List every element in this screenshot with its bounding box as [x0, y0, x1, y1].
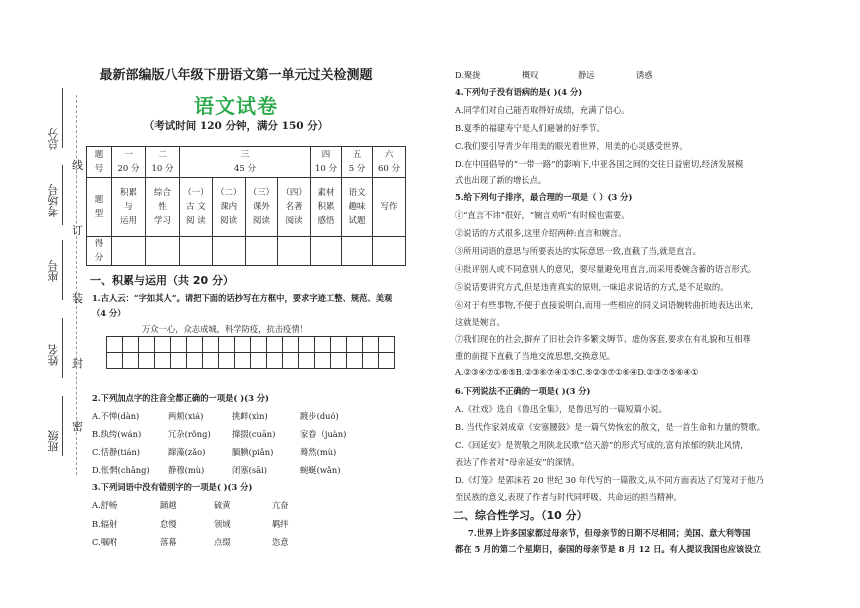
q4-option-d-cont: 式也出现了新的增长点。: [455, 175, 547, 185]
score-input-cell[interactable]: [278, 237, 311, 266]
q3-option-a2: 踊越: [160, 500, 177, 510]
type-cell-3b: （二） 课内 阅读: [212, 178, 245, 237]
q3-option-b2: 怠慢: [160, 519, 177, 529]
type-cell-3a: （一） 古 文 阅 读: [180, 178, 213, 237]
q6-option-c: C.《回延安》是贺敬之用陕北民歌“信天游”的形式写成的,富有浓郁的陕北风情,: [455, 440, 743, 450]
name-label: 姓名: [47, 344, 60, 366]
row-label-number: 题 号: [87, 147, 112, 178]
q2-option-c1: C.恬静(tián): [92, 447, 141, 457]
question-1-score: （4 分）: [92, 308, 126, 318]
section-3-cell: 三 45 分: [180, 147, 311, 178]
q5-line-4: ④批评别人或不同意别人的意见，要尽量避免用直言,而采用委婉含蓄的语言形式。: [455, 264, 757, 274]
q3-option-c4: 恣意: [272, 537, 289, 547]
score-input-cell[interactable]: [245, 237, 278, 266]
seat-number-line: [62, 240, 63, 300]
q2-option-d4: 蜿蜒(wǎn): [300, 465, 341, 475]
q3-option-a1: A.舒畅: [92, 500, 118, 510]
score-input-cell[interactable]: [146, 237, 180, 266]
score-table-row-number: [87, 147, 406, 178]
q5-line-1: ①“直言不讳”很好，“婉言劝听”有时候也需要。: [455, 210, 630, 220]
score-input-cell[interactable]: [180, 237, 213, 266]
q2-option-d3: 闭塞(sāi): [232, 465, 267, 475]
q6-option-c-cont: 表达了作者对“母亲延安”的深情。: [455, 457, 580, 467]
section-5-cell: 五 5 分: [342, 147, 373, 178]
class-line: [62, 396, 63, 456]
score-input-cell[interactable]: [212, 237, 245, 266]
q4-option-b: B.夏季的福建寿宁是人们避暑的好季节。: [455, 123, 605, 133]
cut-char-mi: 密: [72, 420, 83, 433]
q3-option-d4: 诱惑: [636, 70, 653, 80]
q2-option-a3: 挑衅(xìn): [232, 411, 268, 421]
q2-option-c3: 腼腆(piǎn): [232, 447, 274, 457]
exam-room-label: 考场号: [47, 184, 60, 217]
q3-option-d2: 概叹: [522, 70, 539, 80]
type-cell-1: 积累 与 运用: [112, 178, 146, 237]
exam-title: 最新部编版八年级下册语文第一单元过关检测题: [99, 68, 373, 83]
total-score-line: [62, 88, 63, 148]
q2-option-c2: 蹿藻(zǎo): [168, 447, 206, 457]
q5-line-3: ③所用词语的意思与所要表达的实际意思一致,直截了当,就是直言。: [455, 246, 701, 256]
q3-option-d1: D.聚拢: [455, 70, 481, 80]
q2-option-d2: 静穆(mù): [168, 465, 205, 475]
question-2-text: 2.下列加点字的注音全都正确的一项是( )(3 分): [92, 393, 269, 403]
q4-option-a: A.同学们对自己能否取得好成绩，充满了信心。: [455, 105, 630, 115]
q5-line-5: ⑤说话要讲究方式,但是违背真实的原则,一味追求说话的方式,是不足取的。: [455, 282, 729, 292]
type-cell-4: 素材 积累 感悟: [311, 178, 342, 237]
q2-option-a2: 两颊(xiá): [168, 411, 204, 421]
type-cell-3c: （三） 课外 阅读: [245, 178, 278, 237]
q3-option-c1: C.嘱咐: [92, 537, 118, 547]
question-6-text: 6.下列说法不正确的一项是( )(3 分): [455, 386, 591, 396]
q2-option-a1: A.不惮(dàn): [92, 411, 140, 421]
q5-line-7: ⑦我们现在的社会,摒弃了旧社会许多繁文缛节、虚伪客套,要求在有礼貌和互相尊: [455, 334, 751, 344]
q3-option-b4: 羁绊: [272, 519, 289, 529]
q3-option-b1: B.辐射: [92, 519, 118, 529]
section-2-heading: 二、综合性学习。（10 分）: [453, 509, 588, 522]
row-label-score: 得 分: [87, 237, 112, 266]
exam-room-line: [62, 165, 63, 225]
row-label-type: 题 型: [87, 178, 112, 237]
q3-option-c3: 点缀: [214, 537, 231, 547]
q6-option-b: B. 当代作家刘成章《安塞腰鼓》是一篇气势恢宏的散文，是一首生命和力量的赞歌。: [455, 422, 766, 432]
q2-option-b3: 撺掇(cuān): [232, 429, 276, 439]
q4-option-c: C.我们要引导青少年用美的眼光看世界，用美的心灵感受世界。: [455, 141, 688, 151]
score-input-cell[interactable]: [373, 237, 406, 266]
q3-option-c2: 落幕: [160, 537, 177, 547]
q2-option-b2: 冗杂(rǒng): [168, 429, 211, 439]
question-7-text-cont: 都在 5 月的第二个星期日，泰国的母亲节是 8 月 12 日。有人提议我国也应该设立: [455, 544, 761, 554]
q2-option-c4: 蓦然(mù): [300, 447, 337, 457]
question-5-text: 5.给下列句子排序，最合理的一项是（ ）(3 分): [455, 192, 633, 202]
question-7-text: 7.世界上许多国家都过母亲节，但母亲节的日期不尽相同；美国、意大利等国: [468, 528, 751, 538]
name-line: [62, 318, 63, 378]
q5-line-7-cont: 重的前提下直截了当地交流思想,交换意见。: [455, 351, 616, 361]
q3-option-a4: 亢奋: [272, 500, 289, 510]
score-table: [86, 146, 406, 266]
score-input-cell[interactable]: [342, 237, 373, 266]
cut-char-zhuang: 装: [72, 292, 83, 305]
q5-line-6-cont: 这就是婉言。: [455, 317, 505, 327]
q5-line-6: ⑥对于有些事物,不便于直接说明白,而用一些相应的同义词语婉转曲折地表达出来,: [455, 300, 754, 310]
q2-option-d1: D.怅惘(chǎng): [92, 465, 150, 475]
exam-subtitle: 语文试卷: [194, 94, 278, 118]
section-2-cell: 二 10 分: [146, 147, 180, 178]
q2-option-b1: B.纨绔(wán): [92, 429, 142, 439]
cut-char-xian: 线: [72, 159, 83, 172]
type-cell-2: 综合 性 学习: [146, 178, 180, 237]
score-table-row-type: [87, 178, 406, 237]
question-1-copy-text: 万众一心，众志成城，科学防疫，抗击疫情！: [142, 324, 308, 334]
section-6-cell: 六 60 分: [373, 147, 406, 178]
q4-option-d: D.在中国倡导的“一带一路”的影响下,中亚各国之间的交往日益密切,经济发展模: [455, 159, 744, 169]
type-cell-6: 写作: [373, 178, 406, 237]
q6-option-d-cont: 至民族的意义,表现了作者与时代同呼吸、共命运的担当精神。: [455, 492, 682, 502]
exam-time-note: （考试时间 120 分钟，满分 150 分）: [143, 120, 329, 132]
cut-char-feng: 封: [72, 357, 83, 370]
q5-answer-options: A.②③④⑦①⑥⑤B.②③⑥⑦④①⑤C.⑤②③⑦①⑥④D.②③⑦⑤⑥④①: [455, 367, 699, 377]
q2-option-a4: 踱步(duó): [300, 411, 339, 421]
q3-option-a3: 硫黄: [214, 500, 231, 510]
q2-option-b4: 家眷（juàn): [300, 429, 347, 439]
score-input-cell[interactable]: [311, 237, 342, 266]
q5-line-2: ②说话的方式很多,这里介绍两种:直言和婉言。: [455, 228, 627, 238]
section-4-cell: 四 10 分: [311, 147, 342, 178]
score-table-row-score: [87, 237, 406, 266]
question-3-text: 3.下列词语中没有错别字的一项是( )(3 分): [92, 482, 253, 492]
q3-option-d3: 静远: [578, 70, 595, 80]
question-1-text: 1.古人云：“字如其人”。请把下面的话抄写在方框中，要求字迹工整、规范、美观: [92, 293, 393, 303]
q3-option-b3: 领域: [214, 519, 231, 529]
q6-option-a: A.《社戏》选自《鲁迅全集》，是鲁迅写的一篇短篇小说。: [455, 404, 667, 414]
total-score-label: 总分: [47, 128, 60, 150]
section-1-cell: 一 20 分: [112, 147, 146, 178]
writing-grid[interactable]: [106, 336, 395, 369]
question-4-text: 4.下列句子没有语病的是( )(4 分): [455, 87, 583, 97]
section-1-heading: 一、积累与运用（共 20 分）: [90, 274, 234, 287]
type-cell-3d: （四） 名著 阅读: [278, 178, 311, 237]
type-cell-5: 语文 趣味 试题: [342, 178, 373, 237]
score-input-cell[interactable]: [112, 237, 146, 266]
cut-char-ding: 订: [72, 224, 83, 237]
q6-option-d: D.《灯笼》是郭沫若 20 世纪 30 年代写的一篇散文,从不同方面表达了灯笼对于他乃: [455, 475, 764, 485]
class-label: 班级: [47, 430, 60, 452]
seat-number-label: 座号: [47, 260, 60, 282]
